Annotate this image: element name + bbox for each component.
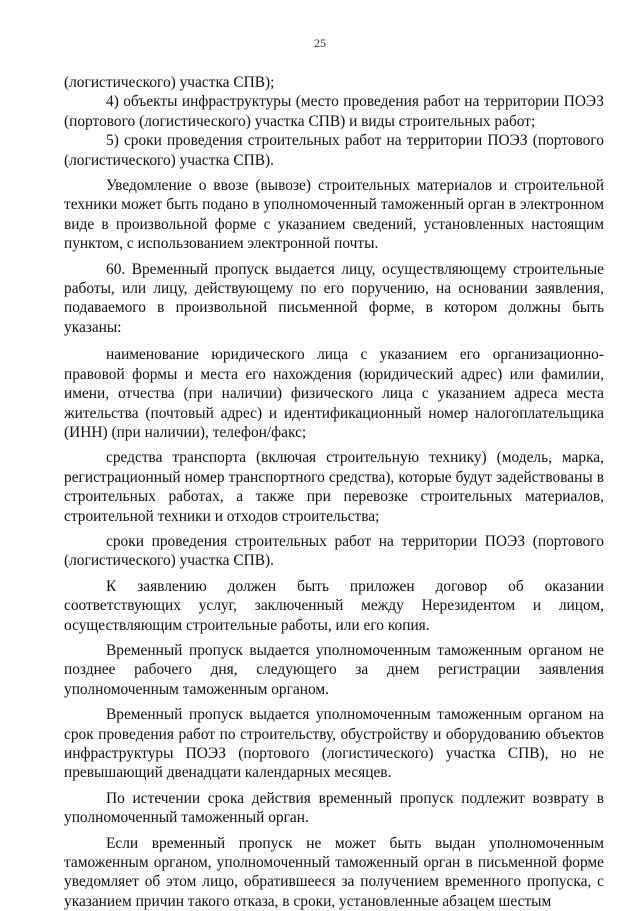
document-body — [64, 73, 604, 911]
paragraph-clause-60: 60. Временный пропуск выдается лицу, осуществляющему строительные работы, или лицу, действующему по его поручению, на основании заявления, подаваемого в произвольной письменной форме, в котором должны быть указаны: — [64, 260, 604, 336]
paragraph-vehicles: средства транспорта (включая строительную технику) (модель, марка, регистрационный номер транспортного средства), которые будут задействованы в строительных работах, а также при перевозке строительных материалов, строительной техники и отходов строительства; — [64, 449, 604, 525]
paragraph-refusal-notice: Если временный пропуск не может быть выдан уполномоченным таможенным органом, уполномоченный таможенный орган в письменной форме уведомляет об этом лицо, обратившееся за получением временного пропуска, с указанием причин такого отказа, в сроки, установленные абзацем шестым — [64, 834, 604, 910]
paragraph-notification: Уведомление о ввозе (вывозе) строительных материалов и строительной техники может быть подано в уполномоченный таможенный орган в электронном виде в произвольной форме с указанием сведений, установленных настоящим пунктом, с использованием электронной почты. — [64, 177, 604, 253]
paragraph-validity-period: Временный пропуск выдается уполномоченным таможенным органом на срок проведения работ по строительству, обустройству и оборудованию объектов инфраструктуры ПОЭЗ (портового (логистического) участка СПВ), но не превышающий двенадцати календарных месяцев. — [64, 706, 604, 782]
paragraph-item-4: 4) объекты инфраструктуры (место проведения работ на территории ПОЭЗ (портового (логистического) участка СПВ) и виды строительных работ; — [64, 93, 604, 130]
paragraph-item-5: 5) сроки проведения строительных работ на территории ПОЭЗ (портового (логистического) участка СПВ). — [64, 132, 604, 169]
paragraph-return-pass: По истечении срока действия временный пропуск подлежит возврату в уполномоченный таможенный орган. — [64, 789, 604, 827]
paragraph-continuation: (логистического) участка СПВ); — [64, 74, 275, 91]
page-number: 25 — [314, 36, 326, 50]
paragraph-construction-dates: сроки проведения строительных работ на территории ПОЭЗ (портового (логистического) участка СПВ). — [64, 532, 604, 570]
paragraph-issue-deadline: Временный пропуск выдается уполномоченным таможенным органом не позднее рабочего дня, следующего за днем регистрации заявления уполномоченным таможенным органом. — [64, 641, 604, 698]
paragraph-contract-attachment: К заявлению должен быть приложен договор об оказании соответствующих услуг, заключенный между Нерезидентом и лицом, осуществляющим строительные работы, или его копия. — [64, 577, 604, 634]
paragraph-legal-entity-details: наименование юридического лица с указанием его организационно-правовой формы и места его нахождения (юридический адрес) или фамилии, имени, отчества (при наличии) физического лица с указанием адреса места жительства (почтовый адрес) и идентификационный номер налогоплательщика (ИНН) (при наличии), телефон/факс; — [64, 346, 604, 441]
